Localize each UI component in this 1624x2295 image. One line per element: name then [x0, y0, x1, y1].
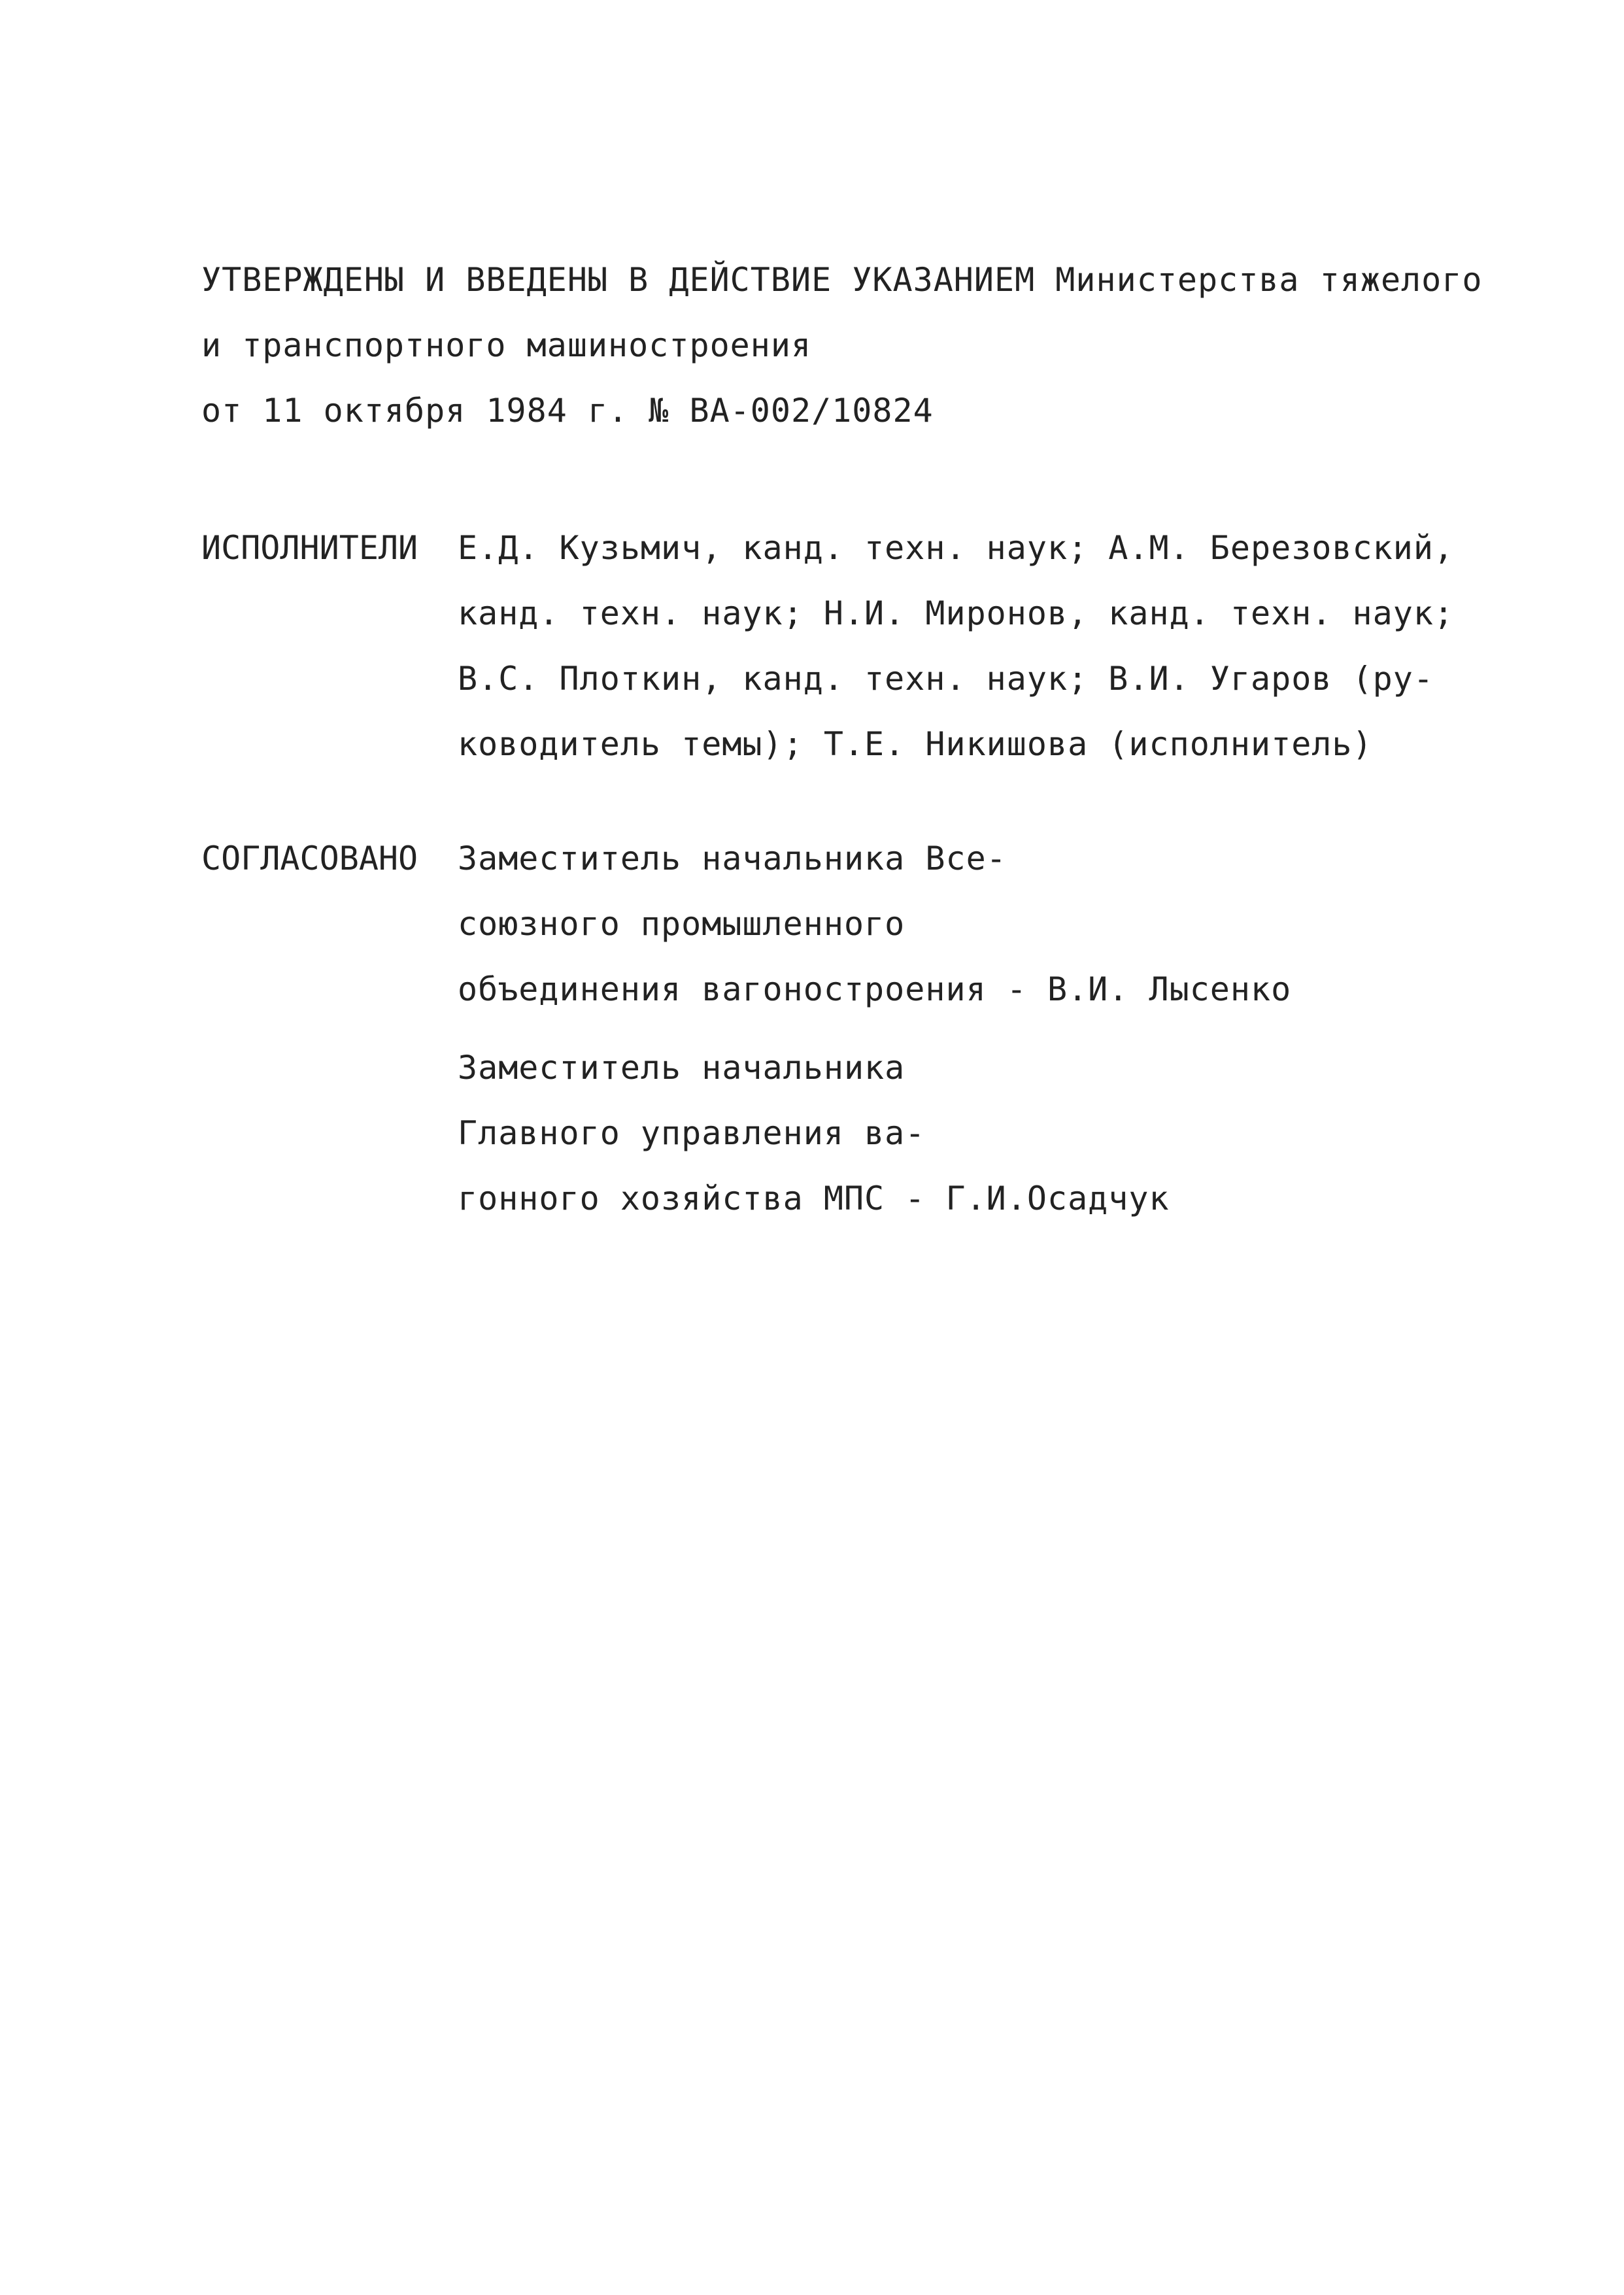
executors-line-1: Е.Д. Кузьмич, канд. техн. наук; А.М. Березовский, [458, 529, 1455, 567]
executors-line-3: В.С. Плоткин, канд. техн. наук; В.И. Угаров (ру- [458, 660, 1434, 698]
agreed-first-line-1: Заместитель начальника Все- [458, 840, 1007, 877]
agreed-second-line-2: Главного управления ва- [458, 1114, 926, 1152]
agreed-second-line-1: Заместитель начальника [458, 1049, 905, 1087]
executors-line-4: ководитель темы); Т.Е. Никишова (исполнитель) [458, 725, 1373, 763]
approval-line-2: и транспортного машиностроения [201, 326, 812, 364]
approval-line-1: УТВЕРЖДЕНЫ И ВВЕДЕНЫ В ДЕЙСТВИЕ УКАЗАНИЕМ Министерства тяжелого [201, 261, 1483, 299]
agreed-label: СОГЛАСОВАНО [201, 840, 418, 877]
approval-line-3: от 11 октября 1984 г. № ВА-002/10824 [201, 392, 934, 430]
agreed-second-line-3: гонного хозяйства МПС - Г.И.Осадчук [458, 1180, 1170, 1217]
executors-line-2: канд. техн. наук; Н.И. Миронов, канд. техн. наук; [458, 594, 1455, 632]
agreed-first-line-3: объединения вагоностроения - В.И. Лысенко [458, 970, 1292, 1008]
executors-label: ИСПОЛНИТЕЛИ [201, 529, 418, 567]
agreed-first-line-2: союзного промышленного [458, 905, 905, 943]
